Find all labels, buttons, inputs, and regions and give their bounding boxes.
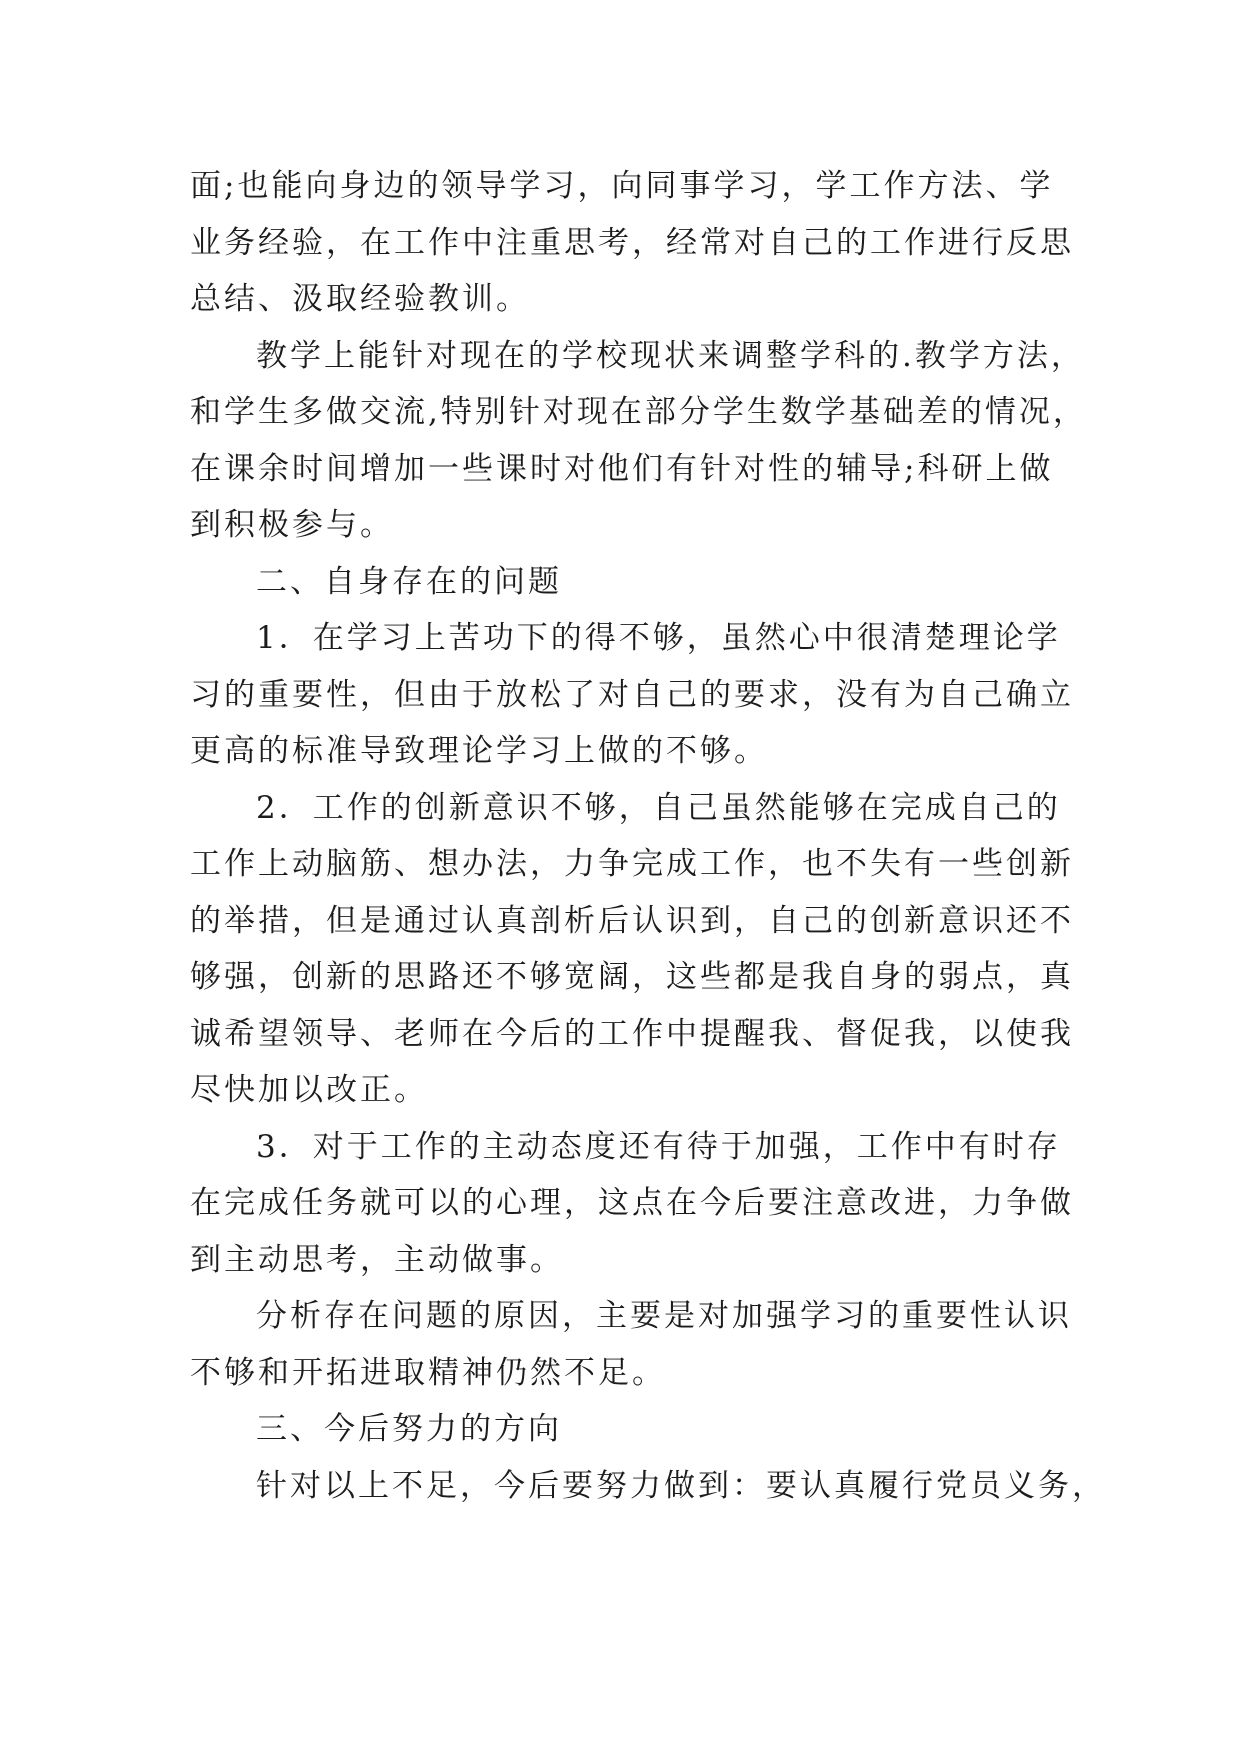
text-line: 到积极参与。 [190, 507, 394, 543]
text-line: 总结、汲取经验教训。 [190, 281, 530, 317]
text-line: 诚希望领导、老师在今后的工作中提醒我、督促我，以使我 [190, 1015, 1074, 1052]
text-line: 在完成任务就可以的心理，这点在今后要注意改进，力争做 [190, 1185, 1074, 1221]
text-line: 不够和开拓进取精神仍然不足。 [190, 1354, 666, 1391]
text-line: 面;也能向身边的领导学习，向同事学习，学工作方法、学 [190, 168, 1054, 204]
text-line: 针对以上不足，今后要努力做到：要认真履行党员义务， [256, 1467, 1106, 1504]
text-line: 更高的标准导致理论学习上做的不够。 [190, 733, 768, 769]
text-line: 教学上能针对现在的学校现状来调整学科的.教学方法， [256, 337, 1085, 374]
list-item-1 [190, 610, 1074, 780]
text-line: 的举措，但是通过认真剖析后认识到，自己的创新意识还不 [190, 902, 1074, 939]
text-line: 业务经验，在工作中注重思考，经常对自己的工作进行反思 [190, 224, 1074, 261]
text-line: 在课余时间增加一些课时对他们有针对性的辅导;科研上做 [190, 450, 1054, 487]
text-line: 2．工作的创新意识不够，自己虽然能够在完成自己的 [256, 789, 1061, 826]
text-line: 3．对于工作的主动态度还有待于加强，工作中有时存 [256, 1128, 1061, 1165]
paragraph-analysis [190, 1288, 1072, 1401]
text-line: 尽快加以改正。 [190, 1072, 428, 1108]
text-line: 1．在学习上苦功下的得不够，虽然心中很清楚理论学 [256, 620, 1061, 656]
document-body [190, 158, 1106, 1514]
list-item-2 [190, 780, 1074, 1119]
text-line: 够强，创新的思路还不够宽阔，这些都是我自身的弱点，真 [190, 959, 1074, 995]
paragraph-continuation [190, 158, 1074, 328]
section-heading-direction [190, 1401, 1050, 1458]
text-line: 分析存在问题的原因，主要是对加强学习的重要性认识 [256, 1298, 1072, 1334]
text-line: 三、今后努力的方向 [256, 1411, 562, 1447]
text-line: 工作上动脑筋、想办法，力争完成工作，也不失有一些创新 [190, 846, 1074, 882]
text-line: 和学生多做交流,特别针对现在部分学生数学基础差的情况， [190, 394, 1087, 430]
list-item-3 [190, 1119, 1074, 1289]
paragraph-teaching [190, 328, 1087, 554]
text-line: 习的重要性，但由于放松了对自己的要求，没有为自己确立 [190, 676, 1074, 713]
section-heading-problems [190, 554, 1050, 611]
text-line: 二、自身存在的问题 [256, 563, 562, 600]
paragraph-plan [190, 1458, 1106, 1515]
text-line: 到主动思考，主动做事。 [190, 1241, 564, 1278]
